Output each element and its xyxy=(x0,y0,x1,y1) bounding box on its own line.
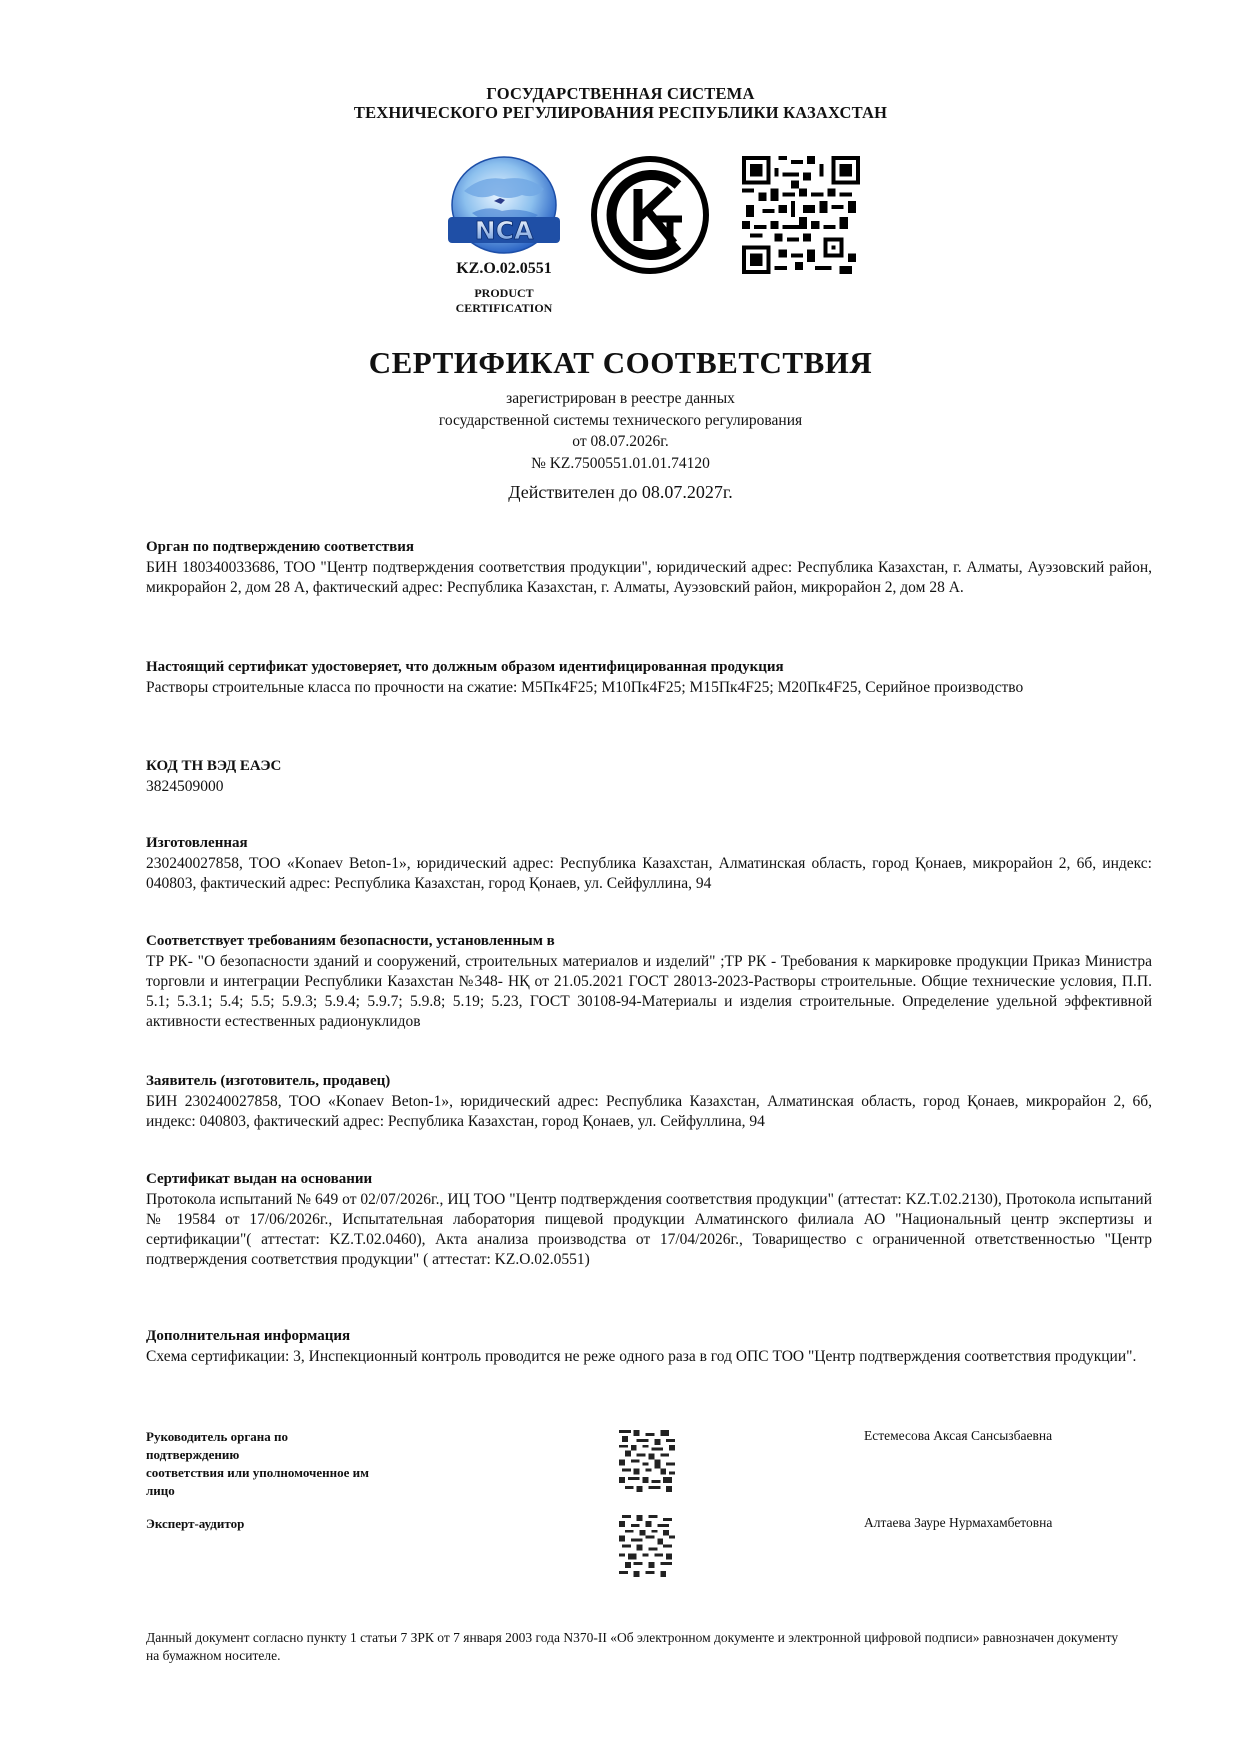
section-text: БИН 230240027858, ТОО «Konaev Beton-1», юридический адрес: Республика Казахстан, Алматинская область, город Қонаев, микрорайон 2, 6б, индекс: 040803, фактический адрес: Республика Казахстан, город Қонаев, ул. Сейфуллина, 94 xyxy=(146,1093,1152,1130)
registration-info xyxy=(0,388,1241,474)
section-certification-body xyxy=(146,538,1152,598)
section-manufacturer xyxy=(146,834,1152,894)
valid-until: Действителен до 08.07.2027г. xyxy=(508,482,733,502)
role-line: Руководитель органа по xyxy=(146,1429,288,1444)
section-title: Заявитель (изготовитель, продавец) xyxy=(146,1073,391,1089)
qr-code-icon xyxy=(742,156,860,274)
section-applicant xyxy=(146,1072,1152,1132)
section-title: Соответствует требованиям безопасности, установленным в xyxy=(146,933,555,949)
section-hs-code xyxy=(146,757,1152,797)
product-label-line-2: CERTIFICATION xyxy=(455,301,553,315)
registration-number: № KZ.7500551.01.01.74120 xyxy=(531,454,710,472)
section-title: Сертификат выдан на основании xyxy=(146,1171,373,1187)
section-additional-info xyxy=(146,1327,1152,1367)
registration-date: от 08.07.2026г. xyxy=(572,433,669,450)
section-text: Протокола испытаний № 649 от 02/07/2026г., ИЦ ТОО "Центр подтверждения соответствия продукции" (аттестат: KZ.T.02.2130), Протокола испытаний № 19584 от 17/06/2026г., Испытательная лаборатория пищевой продукции Алматинского филиала АО "Национальный центр экспертизы и сертификации"( аттестат: KZ.T.02.0460), Акта анализа производства от 17/04/2026г., Товарищество с ограниченной ответственностью "Центр подтверждения соответствия продукции" ( аттестат: KZ.O.02.0551) xyxy=(146,1191,1152,1268)
section-title: Орган по подтверждению соответствия xyxy=(146,539,415,555)
header-line-1: ГОСУДАРСТВЕННАЯ СИСТЕМА xyxy=(486,84,755,103)
government-header xyxy=(0,84,1241,122)
legal-footer-note: Данный документ согласно пункту 1 статьи 7 ЗРК от 7 января 2003 года N370-II «Об электронном документе и электронной цифровой подписи» равнозначен документу на бумажном носителе. xyxy=(146,1630,1119,1663)
accreditation-number: KZ.O.02.0551 xyxy=(456,260,552,277)
certificate-title: СЕРТИФИКАТ СООТВЕТСТВИЯ xyxy=(368,345,873,380)
product-certification-label xyxy=(430,286,578,316)
signature-qr-code-icon xyxy=(618,1515,676,1577)
expert-signature-role: Эксперт-аудитор xyxy=(146,1516,245,1531)
section-basis xyxy=(146,1170,1152,1270)
expert-signature-name: Алтаева Зауре Нурмахамбетовна xyxy=(864,1515,1053,1530)
section-title: КОД ТН ВЭД ЕАЭС xyxy=(146,758,282,774)
section-title: Изготовленная xyxy=(146,835,248,851)
registration-line-2: государственной системы технического регулирования xyxy=(438,411,803,429)
nca-logo-text: NCA xyxy=(474,216,534,245)
section-product xyxy=(146,658,1152,698)
registration-line-1: зарегистрирован в реестре данных xyxy=(506,390,735,407)
head-signature-name: Естемесова Аксая Сансызбаевна xyxy=(864,1428,1053,1443)
section-text: ТР РК- "О безопасности зданий и сооружений, строительных материалов и изделий" ;ТР РК - Требования к маркировке продукции Приказ Министра торговли и интеграции Республики Казахстан №348- НҚ от 21.05.2021 ГОСТ 28013-2023-Растворы строительные. Общие технические условия, П.П. 5.1; 5.3.1; 5.4; 5.5; 5.9.3; 5.9.4; 5.9.7; 5.9.8; 5.19; 5.23, ГОСТ 30108-94-Материалы и изделия строительные. Определение удельной эффективной активности естественных радионуклидов xyxy=(146,953,1152,1030)
section-text: 3824509000 xyxy=(146,778,224,795)
nca-logo-icon xyxy=(442,155,566,265)
section-title: Настоящий сертификат удостоверяет, что должным образом идентифицированная продукция xyxy=(146,659,784,675)
role-line: подтверждению xyxy=(146,1447,240,1462)
section-title: Дополнительная информация xyxy=(146,1328,351,1344)
header-line-2: ТЕХНИЧЕСКОГО РЕГУЛИРОВАНИЯ РЕСПУБЛИКИ КАЗАХСТАН xyxy=(353,103,888,122)
kz-conformity-mark-icon xyxy=(590,155,710,275)
head-signature-role xyxy=(146,1428,446,1500)
signature-qr-code-icon xyxy=(618,1430,676,1492)
role-line: лицо xyxy=(146,1483,175,1498)
section-text: Схема сертификации: 3, Инспекционный контроль проводится не реже одного раза в год ОПС ТОО "Центр подтверждения соответствия продукции". xyxy=(146,1348,1137,1365)
section-text: 230240027858, ТОО «Konaev Beton-1», юридический адрес: Республика Казахстан, Алматинская область, город Қонаев, микрорайон 2, 6б, индекс: 040803, фактический адрес: Республика Казахстан, город Қонаев, ул. Сейфуллина, 94 xyxy=(146,855,1152,892)
product-label-line-1: PRODUCT xyxy=(474,286,534,300)
section-text: БИН 180340033686, ТОО "Центр подтверждения соответствия продукции", юридический адрес: Республика Казахстан, г. Алматы, Ауэзовский район, микрорайон 2, дом 28 А, фактический адрес: Республика Казахстан, г. Алматы, Ауэзовский район, микрорайон 2, дом 28 А. xyxy=(146,559,1152,596)
role-line: соответствия или уполномоченное им xyxy=(146,1465,369,1480)
section-text: Растворы строительные класса по прочности на сжатие: М5Пк4F25; М10Пк4F25; М15Пк4F25; М20Пк4F25, Серийное производство xyxy=(146,679,1024,696)
section-requirements xyxy=(146,932,1152,1032)
